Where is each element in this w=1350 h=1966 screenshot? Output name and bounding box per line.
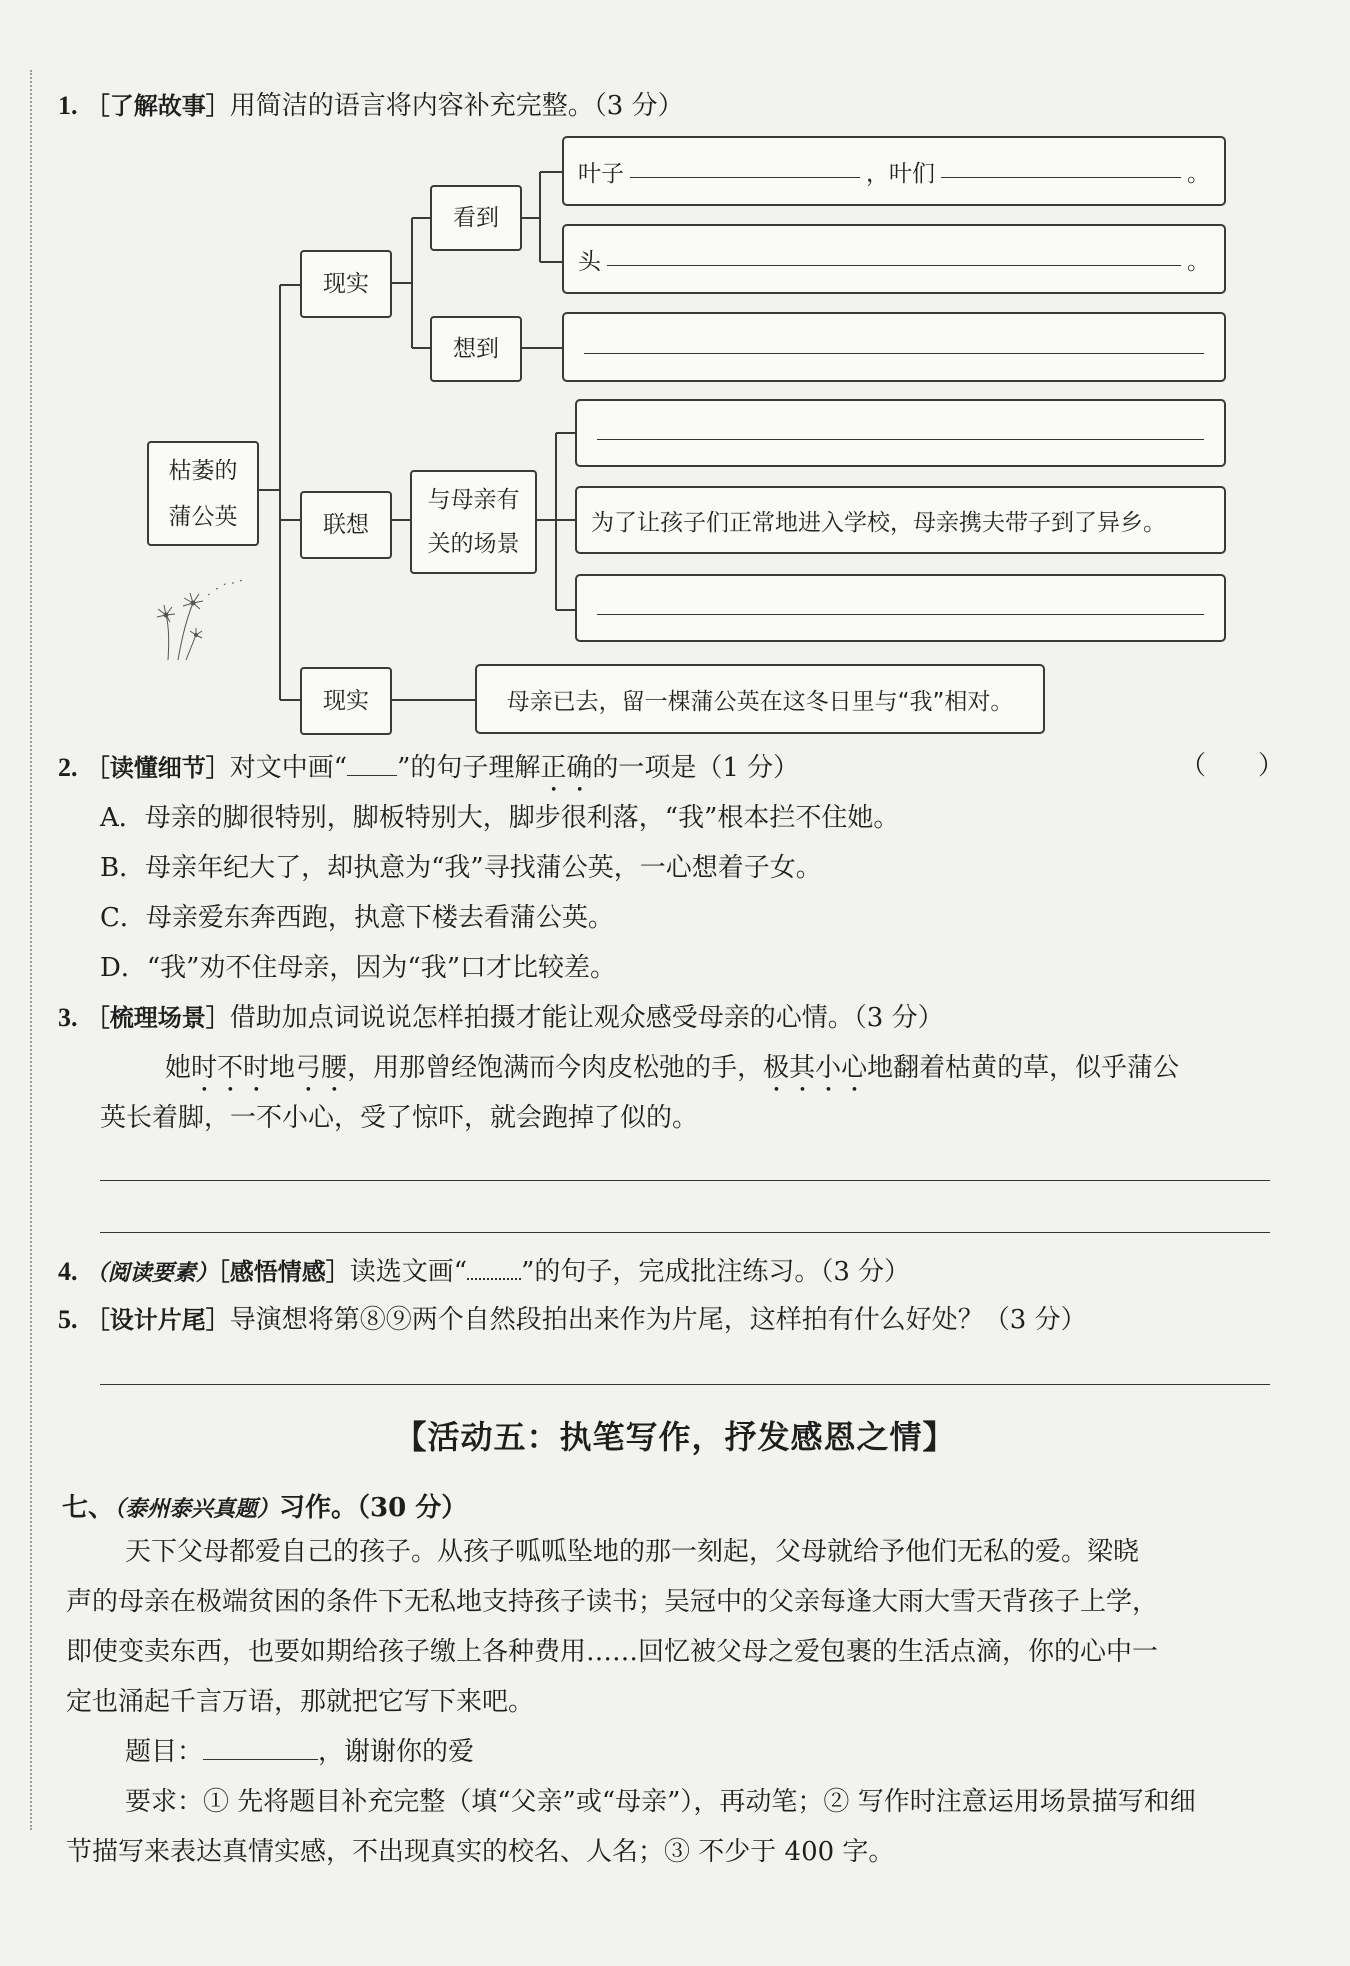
saw-answer-box-2 — [562, 224, 1226, 294]
title-blank[interactable] — [203, 1737, 318, 1760]
requirements-line-1: 要求：① 先将题目补充完整（填“父亲”或“母亲”），再动笔；② 写作时注意运用场景描写和细 — [125, 1787, 1196, 1817]
passage-part: ，用那曾经饱满而今肉皮松弛的手， — [347, 1053, 764, 1083]
question-number: 5. — [58, 1305, 78, 1334]
option-d[interactable]: D．“我”劝不住母亲，因为“我”口才比较差。 — [100, 953, 617, 983]
question-7 — [62, 1490, 467, 1527]
question-text: 习作。（30 分） — [279, 1493, 468, 1523]
mother-scene-line2: 关的场景 — [427, 531, 520, 557]
question-tag: ［了解故事］ — [85, 92, 230, 120]
saw-line1-mid: ，叶们 — [866, 160, 935, 187]
title-prefix: 题目： — [125, 1737, 204, 1767]
node-thought: 想到 — [430, 316, 522, 382]
question-source: （泰州泰兴真题） — [114, 1496, 280, 1522]
node-reality-2: 现实 — [300, 667, 392, 735]
reality2-text: 母亲已去，留一棵蒲公英在这冬日里与“我”相对。 — [506, 688, 1014, 715]
section-number: 七、 — [62, 1493, 115, 1523]
question-tag: ［读懂细节］ — [85, 754, 230, 782]
root-node-withered-dandelion — [147, 441, 259, 546]
underline-mark — [347, 753, 397, 776]
passage-part: 地翻着枯黄的草，似乎蒲公 — [867, 1053, 1180, 1083]
passage-part: 她 — [165, 1053, 192, 1083]
prompt-line-4: 定也涌起千言万语，那就把它写下来吧。 — [66, 1687, 535, 1717]
answer-blank[interactable] — [941, 176, 1181, 178]
emphasized-word: 弓腰 — [295, 1053, 348, 1083]
question-number: 3. — [58, 1003, 78, 1032]
question-4 — [58, 1254, 910, 1291]
answer-blank[interactable] — [630, 176, 860, 178]
node-reality-1: 现实 — [300, 250, 392, 318]
emphasized-word: 极其小心 — [763, 1053, 868, 1083]
scene-given-text: 为了让孩子们正常地进入学校，母亲携夫带子到了异乡。 — [591, 509, 1166, 536]
option-b[interactable]: B．母亲年纪大了，却执意为“我”寻找蒲公英，一心想着子女。 — [100, 853, 822, 883]
question-text: 用简洁的语言将内容补充完整。（3 分） — [229, 91, 684, 121]
wavy-underline-mark — [467, 1256, 521, 1280]
prompt-line-3: 即使变卖东西，也要如期给孩子缴上各种费用……回忆被父母之爱包裹的生活点滴，你的心中一 — [66, 1637, 1159, 1667]
option-a[interactable]: A．母亲的脚很特别，脚板特别大，脚步很利落，“我”根本拦不住她。 — [100, 803, 900, 833]
question-2 — [58, 750, 799, 798]
question-number: 1. — [58, 91, 78, 120]
prompt-line-2: 声的母亲在极端贫困的条件下无私地支持孩子读书；吴冠中的父亲每逢大雨大雪天背孩子上学， — [66, 1587, 1159, 1617]
saw-line2-end: 。 — [1187, 248, 1210, 275]
passage-line-2: 英长着脚，一不小心，受了惊吓，就会跑掉了似的。 — [100, 1103, 699, 1133]
emphasized-word: 时不时 — [191, 1053, 270, 1083]
node-mother-scene — [410, 470, 537, 574]
node-associate: 联想 — [300, 491, 392, 559]
saw-line1-prefix: 叶子 — [578, 160, 624, 187]
root-node-line1: 枯萎的 — [168, 457, 238, 484]
scene-answer-box-3 — [575, 574, 1226, 642]
passage-line-1 — [165, 1043, 1179, 1098]
passage-part: 地 — [269, 1053, 296, 1083]
emphasized-word: 正确 — [540, 753, 593, 783]
question-3 — [58, 1000, 944, 1036]
answer-blank[interactable] — [597, 438, 1204, 440]
dandelion-icon — [148, 575, 258, 665]
node-saw: 看到 — [430, 185, 522, 251]
essay-title-line — [125, 1727, 474, 1777]
mother-scene-line1: 与母亲有 — [427, 487, 520, 513]
answer-line[interactable] — [100, 1232, 1270, 1233]
question-text: 借助加点词说说怎样拍摄才能让观众感受母亲的心情。（3 分） — [229, 1003, 944, 1033]
question-tag: ［梳理场景］ — [85, 1004, 230, 1032]
saw-line1-end: 。 — [1187, 160, 1210, 187]
question-number: 2. — [58, 753, 78, 782]
question-tag: ［设计片尾］ — [85, 1306, 230, 1334]
question-text: 导演想将第⑧⑨两个自然段拍出来作为片尾，这样拍有什么好处？（3 分） — [229, 1305, 1087, 1335]
question-text-part: 读选文画“ — [349, 1257, 468, 1287]
activity-five-title: 【活动五：执笔写作，抒发感恩之情】 — [394, 1418, 956, 1456]
question-text-part: ”的句子理解 — [397, 753, 541, 783]
question-text-part: 的一项是（1 分） — [592, 753, 800, 783]
requirements-line-2: 节描写来表达真情实感，不出现真实的校名、人名；③ 不少于 400 字。 — [66, 1837, 895, 1867]
question-5 — [58, 1302, 1087, 1338]
answer-blank[interactable] — [584, 352, 1204, 354]
answer-line[interactable] — [100, 1180, 1270, 1181]
question-text-part: 对文中画“ — [229, 753, 348, 783]
question-tag: ［感悟情感］ — [217, 1258, 350, 1286]
answer-blank[interactable] — [607, 264, 1181, 266]
answer-line[interactable] — [100, 1384, 1270, 1385]
root-node-line2: 蒲公英 — [168, 503, 238, 530]
reality2-text-box — [475, 664, 1045, 734]
answer-parenthesis[interactable]: （ ） — [1180, 751, 1285, 781]
saw-line2-prefix: 头 — [578, 248, 601, 275]
question-number: 4. — [58, 1257, 78, 1286]
question-source: （阅读要素） — [85, 1260, 218, 1286]
title-suffix: ，谢谢你的爱 — [318, 1737, 475, 1767]
prompt-line-1: 天下父母都爱自己的孩子。从孩子呱呱坠地的那一刻起，父母就给予他们无私的爱。梁晓 — [125, 1537, 1140, 1567]
scene-given-box — [575, 486, 1226, 554]
thought-answer-box — [562, 312, 1226, 382]
saw-answer-box-1 — [562, 136, 1226, 206]
scene-answer-box-1 — [575, 399, 1226, 467]
question-text-part: ”的句子，完成批注练习。（3 分） — [521, 1257, 911, 1287]
answer-blank[interactable] — [597, 613, 1204, 615]
option-c[interactable]: C．母亲爱东奔西跑，执意下楼去看蒲公英。 — [100, 903, 614, 933]
